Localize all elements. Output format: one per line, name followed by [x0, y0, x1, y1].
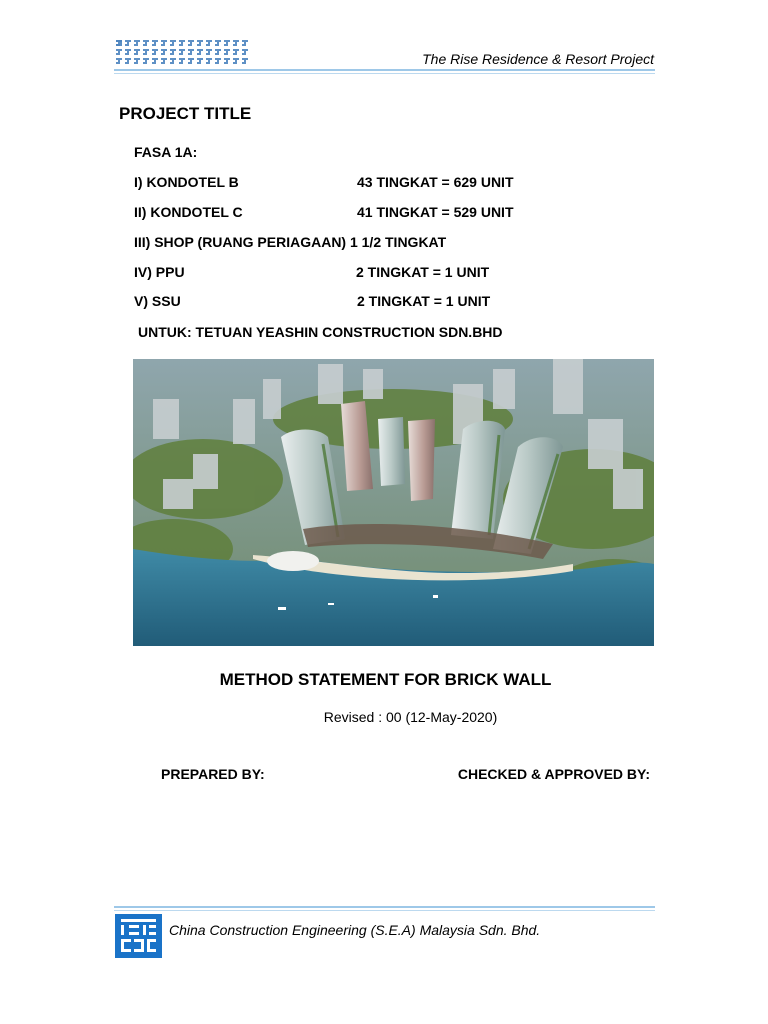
header-rule [114, 69, 655, 71]
approved-by-label: CHECKED & APPROVED BY: [457, 766, 650, 782]
footer-company-name: China Construction Engineering (S.E.A) Malaysia Sdn. Bhd. [169, 922, 541, 938]
header-logo-icon [116, 38, 252, 66]
item-name: II) KONDOTEL C [134, 204, 243, 220]
item-name: IV) PPU [134, 264, 185, 280]
company-logo-icon [115, 914, 162, 958]
revision-line: Revised : 00 (12-May-2020) [323, 709, 498, 725]
item-detail: 2 TINGKAT = 1 UNIT [357, 293, 491, 309]
project-title: PROJECT TITLE [119, 104, 252, 123]
footer-rule-thin [114, 910, 655, 911]
client-line: UNTUK: TETUAN YEASHIN CONSTRUCTION SDN.BHD [138, 324, 503, 340]
phase-label: FASA 1A: [134, 144, 198, 160]
item-detail: 2 TINGKAT = 1 UNIT [356, 264, 490, 280]
footer-rule [114, 906, 655, 908]
prepared-by-label: PREPARED BY: [161, 766, 265, 782]
header-rule-thin [114, 73, 655, 74]
document-title: METHOD STATEMENT FOR BRICK WALL [219, 670, 552, 689]
header-project-name: The Rise Residence & Resort Project [422, 51, 654, 67]
item-detail: 43 TINGKAT = 629 UNIT [357, 174, 514, 190]
item-name: V) SSU [134, 293, 181, 309]
project-rendering-image [133, 359, 654, 646]
item-detail: 41 TINGKAT = 529 UNIT [357, 204, 514, 220]
item-name: III) SHOP (RUANG PERIAGAAN) 1 1/2 TINGKAT [134, 234, 447, 250]
item-name: I) KONDOTEL B [134, 174, 239, 190]
